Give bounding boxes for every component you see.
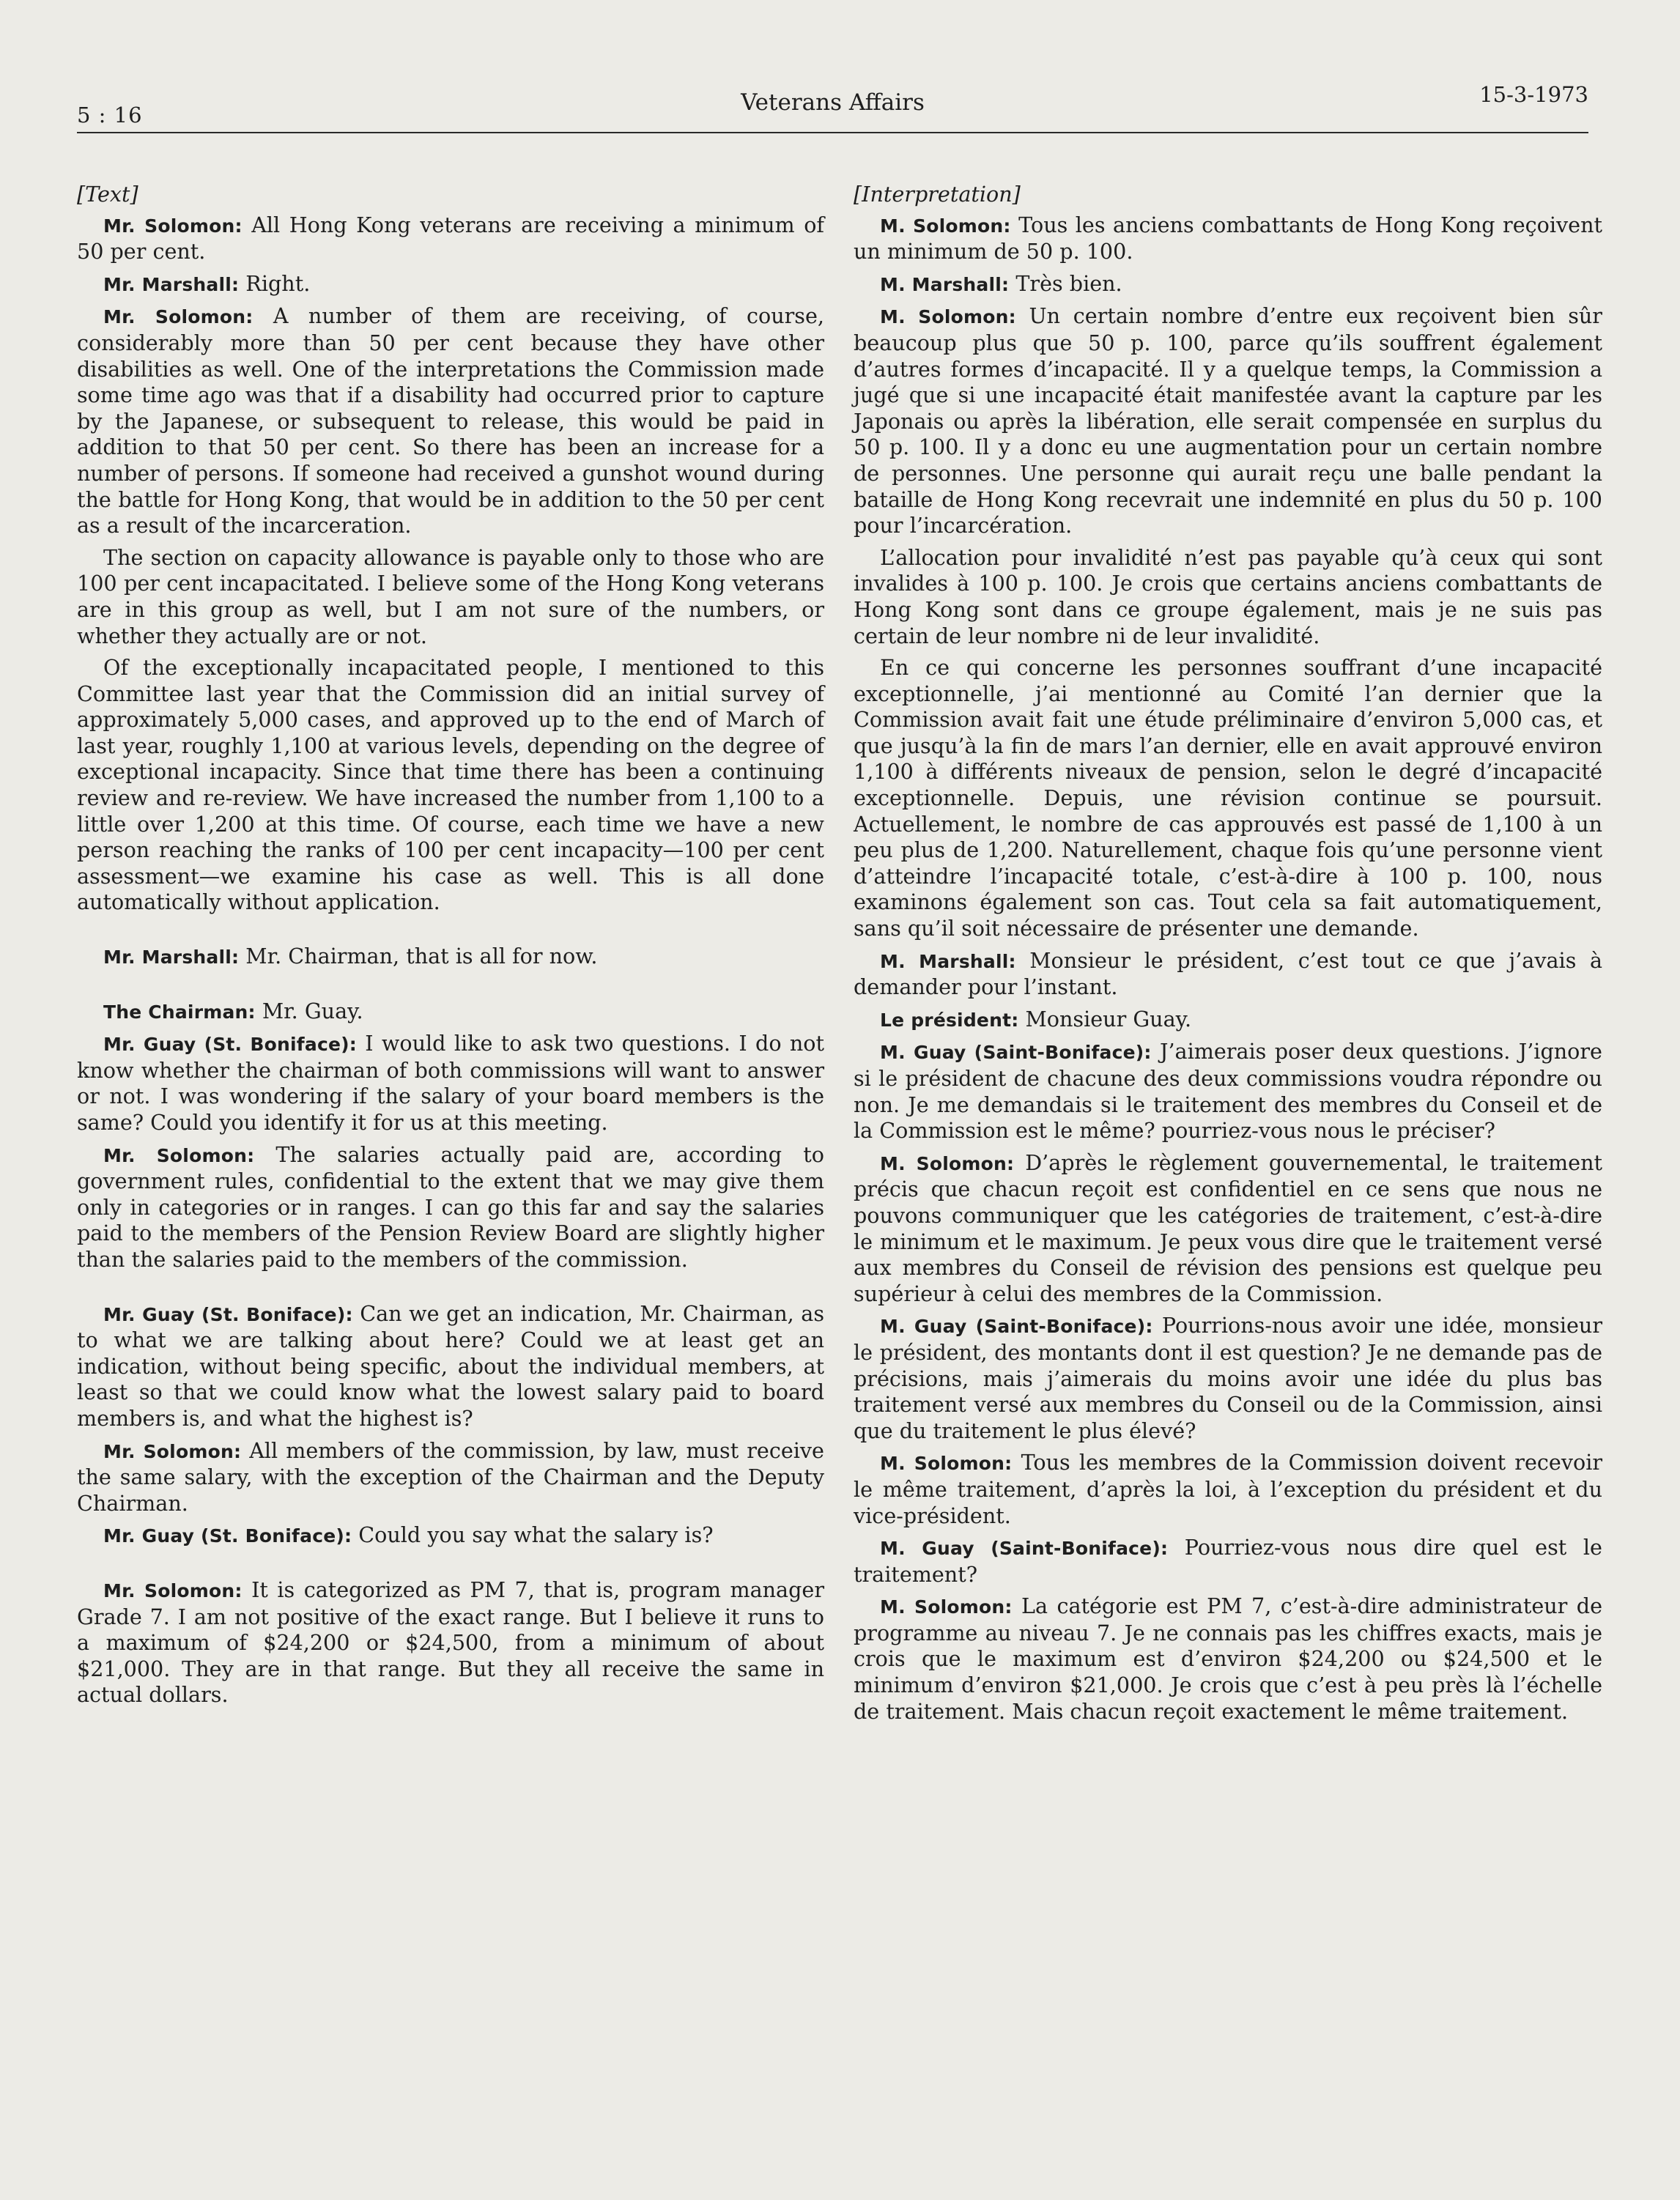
speech-text: All members of the commission, by law, must receive the same salary, with the exception of the Chairman and the Deputy Chairman. <box>77 1437 824 1516</box>
speech-text: It is categorized as PM 7, that is, program manager Grade 7. I am not positive of the exact range. But I believe it runs to a maximum of $24,200 or $24,500, from a minimum of about $21,000. They are in that range. But they all receive the same in actual dollars. <box>77 1577 824 1708</box>
speaker-name: M. Guay (Saint-Boniface): <box>880 1538 1169 1560</box>
speech-paragraph <box>854 212 1602 265</box>
speaker-name: M. Marshall: <box>880 273 1010 295</box>
speech-paragraph <box>77 655 824 916</box>
speech-paragraph <box>854 1039 1602 1144</box>
speech-paragraph <box>77 303 824 538</box>
speaker-name: Mr. Guay (St. Boniface): <box>103 1034 357 1056</box>
speech-text: The section on capacity allowance is payable only to those who are 100 per cent incapacitated. I believe some of the Hong Kong veterans are in this group as well, but I am not sure of the numbers, or whether they actually are or not. <box>77 544 824 648</box>
speech-paragraph <box>77 212 824 265</box>
running-title: Veterans Affairs <box>741 89 925 116</box>
speaker-name: M. Guay (Saint-Boniface): <box>880 1316 1153 1338</box>
speech-paragraph <box>854 545 1602 649</box>
speech-text: D’après le règlement gouvernemental, le traitement précis que chacun reçoit est confidentiel en ce sens que nous ne pouvons communiquer que les catégories de traitement, c’est-à-dire le minimum et le maximum. Je peux vous dire que le traitement versé aux membres du Conseil de révision des pensions est quelque peu supérieur à celui des membres de la Commission. <box>854 1149 1602 1306</box>
speech-text: Right. <box>239 270 311 296</box>
speech-text: Un certain nombre d’entre eux reçoivent bien sûr beaucoup plus que 50 p. 100, parce qu’ils souffrent également d’autres formes d’incapacité. Il y a quelque temps, la Commission a jugé que si une incapacité était manifestée avant la capture par les Japonais ou après la libération, elle serait compensée en surplus du 50 p. 100. Il y a donc eu une augmentation pour un certain nombre de personnes. Une personne qui aurait reçu une balle pendant la bataille de Hong Kong recevrait une indemnité en plus du 50 p. 100 pour l’incarcération. <box>854 303 1602 538</box>
speech-paragraph <box>854 1450 1602 1529</box>
speech-paragraph <box>77 1031 824 1136</box>
speech-text: En ce qui concerne les personnes souffrant d’une incapacité exceptionnelle, j’ai mentionné au Comité l’an dernier que la Commission avait fait une étude préliminaire d’environ 5,000 cas, et que jusqu’à la fin de mars l’an dernier, elle en avait approuvé environ 1,100 à différents niveaux de pension, selon le degré d’incapacité exceptionnelle. Depuis, une révision continue se poursuit. Actuellement, le nombre de cas approuvés est passé de 1,100 à un peu plus de 1,200. Naturellement, chaque fois qu’une personne vient d’atteindre l’incapacité totale, c’est-à-dire à 100 p. 100, nous examinons également son cas. Tout cela sa fait automatiquement, sans qu’il soit nécessaire de présenter une demande. <box>854 655 1602 941</box>
french-column <box>854 182 1602 1730</box>
speech-text: Of the exceptionally incapacitated people, I mentioned to this Committee last year that the Commission did an initial survey of approximately 5,000 cases, and approved up to the end of March of last year, roughly 1,100 at various levels, depending on the degree of exceptional incapacity. Since that time there has been a continuing review and re-review. We have increased the number from 1,100 to a little over 1,200 at this time. Of course, each time we have a new person reaching the ranks of 100 per cent incapacity—100 per cent assessment—we examine his case as well. This is all done automatically without application. <box>77 655 824 915</box>
speech-paragraph <box>854 655 1602 942</box>
speech-text: Pourrions-nous avoir une idée, monsieur le président, des montants dont il est question? Je ne demande pas de précisions, mais j’aimerais du moins avoir une idée du plus bas traitement versé aux membres du Conseil ou de la Commission, ainsi que du traitement le plus élevé? <box>854 1313 1602 1443</box>
speech-paragraph <box>77 1522 824 1549</box>
speech-paragraph <box>854 1150 1602 1308</box>
speech-text: J’aimerais poser deux questions. J’ignore si le président de chacune des deux commissions voudra répondre ou non. Je me demandais si le traitement des membres du Conseil et de la Commission est le même? pourriez-vous nous le préciser? <box>854 1039 1602 1144</box>
speaker-name: Le président: <box>880 1009 1019 1031</box>
speech-text: Tous les anciens combattants de Hong Kong reçoivent un minimum de 50 p. 100. <box>854 212 1602 264</box>
speaker-name: Mr. Solomon: <box>103 1440 242 1462</box>
speaker-name: M. Solomon: <box>880 1453 1013 1475</box>
speech-paragraph <box>77 999 824 1026</box>
speech-text: Can we get an indication, Mr. Chairman, as to what we are talking about here? Could we at least get an indication, without being specific, about the individual members, at least so that we could know what the lowest salary paid to board members is, and what the highest is? <box>77 1300 824 1431</box>
speaker-name: Mr. Solomon: <box>103 1579 243 1601</box>
speech-text: L’allocation pour invalidité n’est pas payable qu’à ceux qui sont invalides à 100 p. 100. Je crois que certains anciens combattants de Hong Kong sont dans ce groupe également, mais je ne suis pas certain de leur nombre ni de leur invalidité. <box>854 544 1602 648</box>
speech-text: Très bien. <box>1009 270 1122 296</box>
speech-paragraph <box>854 1313 1602 1444</box>
speaker-name: M. Solomon: <box>880 1152 1015 1174</box>
speaker-name: M. Solomon: <box>880 306 1016 328</box>
section-label-text: [Text] <box>77 182 138 207</box>
speaker-name: Mr. Solomon: <box>103 1144 255 1166</box>
speaker-name: The Chairman: <box>103 1001 256 1023</box>
speech-paragraph <box>77 944 824 971</box>
speech-paragraph <box>77 1142 824 1273</box>
speaker-name: M. Guay (Saint-Boniface): <box>880 1042 1152 1064</box>
speech-paragraph <box>77 1438 824 1517</box>
speech-text: Tous les membres de la Commission doivent recevoir le même traitement, d’après la loi, à l’exception du président et du vice-président. <box>854 1450 1603 1528</box>
section-label-interpretation: [Interpretation] <box>854 182 1021 207</box>
page-number: 5 : 16 <box>77 103 143 127</box>
speaker-name: M. Solomon: <box>880 1596 1013 1618</box>
speech-text: Could you say what the salary is? <box>352 1522 714 1548</box>
speech-text: Monsieur le président, c’est tout ce que j’avais à demander pour l’instant. <box>854 947 1602 1000</box>
speech-paragraph <box>854 1593 1602 1725</box>
speaker-name: Mr. Solomon: <box>103 215 243 237</box>
speech-text: All Hong Kong veterans are receiving a minimum of 50 per cent. <box>77 212 824 264</box>
speech-paragraph <box>854 303 1602 538</box>
speech-text: The salaries actually paid are, according to government rules, confidential to the extent that we may give them only in categories or in ranges. I can go this far and say the salaries paid to the members of the Pension Review Board are slightly higher than the salaries paid to the members of the commission. <box>77 1141 824 1272</box>
speech-paragraph <box>77 1301 824 1432</box>
page-header <box>77 79 1588 133</box>
speech-text: Pourriez-vous nous dire quel est le traitement? <box>854 1535 1602 1587</box>
speech-paragraph <box>854 948 1602 1001</box>
english-column <box>77 182 824 1714</box>
speaker-name: Mr. Guay (St. Boniface): <box>103 1525 352 1547</box>
speech-text: La catégorie est PM 7, c’est-à-dire administrateur de programme au niveau 7. Je ne connais pas les chiffres exacts, mais je crois que le maximum est d’environ $24,200 ou $24,500 et le minimum d’environ $21,000. Je crois que c’est à peu près là l’échelle de traitement. Mais chacun reçoit exactement le même traitement. <box>854 1593 1602 1724</box>
speaker-name: Mr. Guay (St. Boniface): <box>103 1303 353 1325</box>
speech-paragraph <box>854 271 1602 298</box>
speech-paragraph <box>77 271 824 298</box>
speaker-name: Mr. Marshall: <box>103 273 240 295</box>
speech-text: Monsieur Guay. <box>1018 1006 1192 1032</box>
speech-paragraph <box>854 1535 1602 1588</box>
speaker-name: M. Solomon: <box>880 215 1011 237</box>
speech-text: A number of them are receiving, of course, considerably more than 50 per cent because they have other disabilities as well. One of the interpretations the Commission made some time ago was that if a disability had occurred prior to capture by the Japanese, or subsequent to release, this would be paid in addition to that 50 per cent. So there has been an increase for a number of persons. If someone had received a gunshot wound during the battle for Hong Kong, that would be in addition to the 50 per cent as a result of the incarceration. <box>77 303 824 538</box>
speech-text: Mr. Chairman, that is all for now. <box>239 944 598 969</box>
speech-paragraph <box>77 545 824 649</box>
speech-paragraph <box>77 1577 824 1708</box>
speech-text: I would like to ask two questions. I do not know whether the chairman of both commissions will want to answer or not. I was wondering if the salary of your board members is the same? Could you identify it for us at this meeting. <box>77 1031 824 1135</box>
speaker-name: Mr. Marshall: <box>103 947 240 968</box>
header-date: 15-3-1973 <box>1479 82 1588 107</box>
speaker-name: M. Marshall: <box>880 950 1016 972</box>
speaker-name: Mr. Solomon: <box>103 306 254 328</box>
speech-paragraph <box>854 1007 1602 1034</box>
speech-text: Mr. Guay. <box>255 998 363 1023</box>
